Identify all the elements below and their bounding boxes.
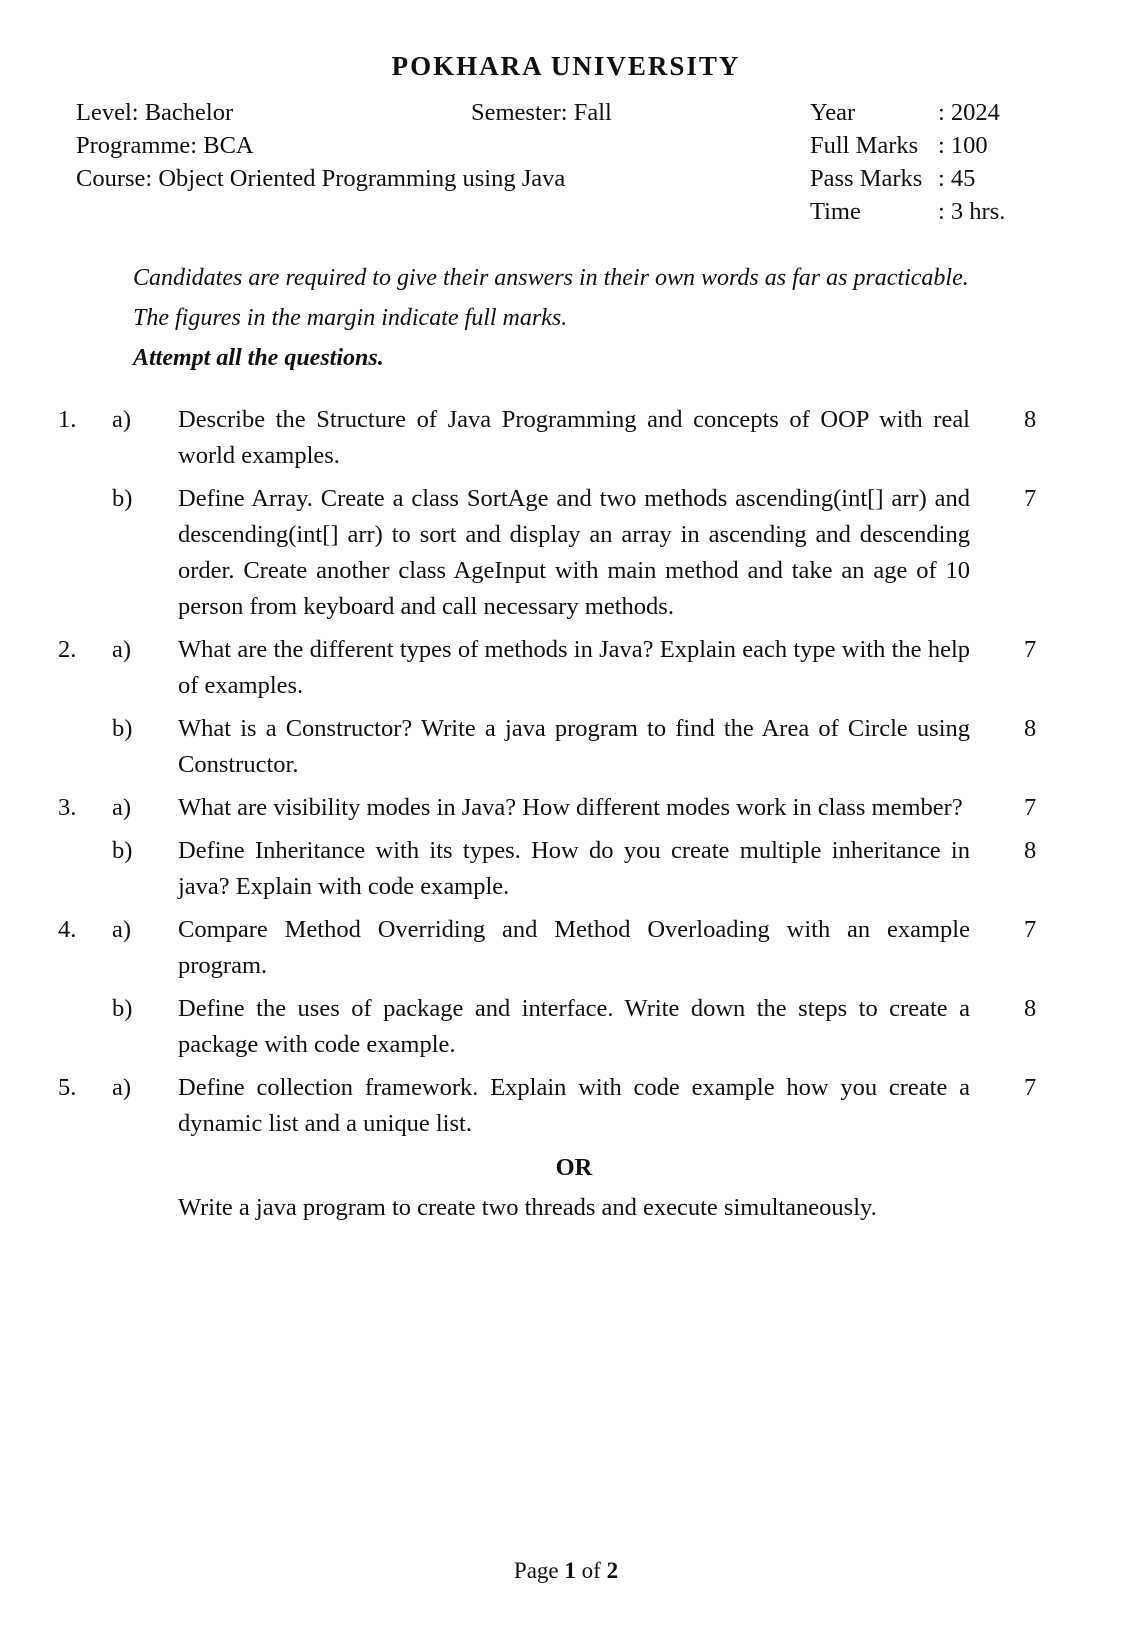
question-marks: 7 xyxy=(1024,484,1037,512)
question-sublabel: a) xyxy=(112,915,132,943)
question-item xyxy=(0,790,1132,826)
question-item xyxy=(0,991,1132,1063)
question-text: What are the different types of methods in Java? Explain each type with the help of examples. xyxy=(178,635,970,699)
level-label: Level: Bachelor xyxy=(76,98,234,126)
question-item xyxy=(0,632,1132,704)
footer-total-pages: 2 xyxy=(606,1558,619,1583)
programme-label: Programme: BCA xyxy=(76,131,254,159)
question-sublabel: b) xyxy=(112,714,133,742)
question-spacer xyxy=(0,704,1132,711)
page-title: POKHARA UNIVERSITY xyxy=(391,51,741,81)
meta-row-time xyxy=(810,195,1005,228)
page-footer xyxy=(0,1558,1132,1584)
question-marks: 7 xyxy=(1024,793,1037,821)
question-spacer xyxy=(0,826,1132,833)
pass-marks-label: Pass Marks xyxy=(810,164,923,192)
question-sublabel: b) xyxy=(112,836,133,864)
meta-row-pass-marks xyxy=(810,162,1005,195)
time-label: Time xyxy=(810,197,861,225)
question-sublabel: a) xyxy=(112,635,132,663)
exam-header-right-column xyxy=(810,96,1005,228)
alternative-question-text: Write a java program to create two threads and execute simultaneously. xyxy=(178,1193,877,1221)
question-spacer xyxy=(0,1063,1132,1070)
question-marks: 8 xyxy=(1024,836,1037,864)
question-sublabel: a) xyxy=(112,793,132,821)
question-sublabel: a) xyxy=(112,1073,132,1101)
footer-middle: of xyxy=(575,1558,607,1583)
meta-row-full-marks xyxy=(810,129,1005,162)
full-marks-label: Full Marks xyxy=(810,131,919,159)
year-label: Year xyxy=(810,98,856,126)
time-value: : 3 hrs. xyxy=(938,197,1006,225)
question-spacer xyxy=(0,474,1132,481)
question-item xyxy=(0,402,1132,474)
question-number: 5. xyxy=(58,1073,77,1101)
question-marks: 7 xyxy=(1024,915,1037,943)
year-value: : 2024 xyxy=(938,98,1000,126)
instruction-line-2: The figures in the margin indicate full marks. xyxy=(133,304,568,331)
question-marks: 7 xyxy=(1024,635,1037,663)
question-marks: 8 xyxy=(1024,714,1037,742)
footer-current-page: 1 xyxy=(564,1558,576,1583)
question-item xyxy=(0,833,1132,905)
question-item xyxy=(0,711,1132,783)
question-text: Define Array. Create a class SortAge and two methods ascending(int[] arr) and descending(int[] arr) to sort and display an array in ascending and descending order. Create another class AgeInput with main method and take an age of 10 person from keyboard and call necessary methods. xyxy=(178,484,970,620)
meta-row-level xyxy=(76,96,806,129)
course-label: Course: Object Oriented Programming using Java xyxy=(76,164,566,192)
question-item xyxy=(0,481,1132,625)
or-divider: OR xyxy=(555,1153,593,1181)
instructions-block xyxy=(133,262,1002,374)
question-spacer xyxy=(0,984,1132,991)
question-number: 2. xyxy=(58,635,77,663)
full-marks-value: : 100 xyxy=(938,131,988,159)
meta-row-programme xyxy=(76,129,806,162)
question-text: What is a Constructor? Write a java program to find the Area of Circle using Constructor. xyxy=(178,714,970,778)
exam-paper-page xyxy=(0,52,1132,1652)
question-text: Compare Method Overriding and Method Overloading with an example program. xyxy=(178,915,970,979)
pass-marks-value: : 45 xyxy=(938,164,976,192)
semester-label: Semester: Fall xyxy=(471,98,612,126)
question-number: 4. xyxy=(58,915,77,943)
question-text: Define Inheritance with its types. How do you create multiple inheritance in java? Explain with code example. xyxy=(178,836,970,900)
exam-header-left-column xyxy=(76,96,806,195)
instruction-line-3: Attempt all the questions. xyxy=(133,344,384,371)
question-sublabel: a) xyxy=(112,405,132,433)
question-text: Define collection framework. Explain with code example how you create a dynamic list and a unique list. xyxy=(178,1073,970,1137)
question-spacer xyxy=(0,783,1132,790)
instruction-line-1: Candidates are required to give their answers in their own words as far as practicable. xyxy=(133,264,969,291)
question-spacer xyxy=(0,905,1132,912)
question-item xyxy=(0,1070,1132,1142)
question-marks: 8 xyxy=(1024,994,1037,1022)
question-item xyxy=(0,912,1132,984)
question-text: What are visibility modes in Java? How different modes work in class member? xyxy=(178,793,963,821)
question-spacer xyxy=(0,625,1132,632)
meta-row-year xyxy=(810,96,1005,129)
question-number: 1. xyxy=(58,405,77,433)
questions-list xyxy=(0,402,1132,1226)
question-number: 3. xyxy=(58,793,77,821)
footer-prefix: Page xyxy=(513,1558,565,1583)
question-text: Describe the Structure of Java Programming and concepts of OOP with real world examples. xyxy=(178,405,970,469)
question-marks: 8 xyxy=(1024,405,1037,433)
exam-header-meta xyxy=(0,96,1132,248)
question-text: Define the uses of package and interface. Write down the steps to create a package with code example. xyxy=(178,994,970,1058)
meta-row-course xyxy=(76,162,806,195)
question-sublabel: b) xyxy=(112,484,133,512)
question-marks: 7 xyxy=(1024,1073,1037,1101)
question-sublabel: b) xyxy=(112,994,133,1022)
